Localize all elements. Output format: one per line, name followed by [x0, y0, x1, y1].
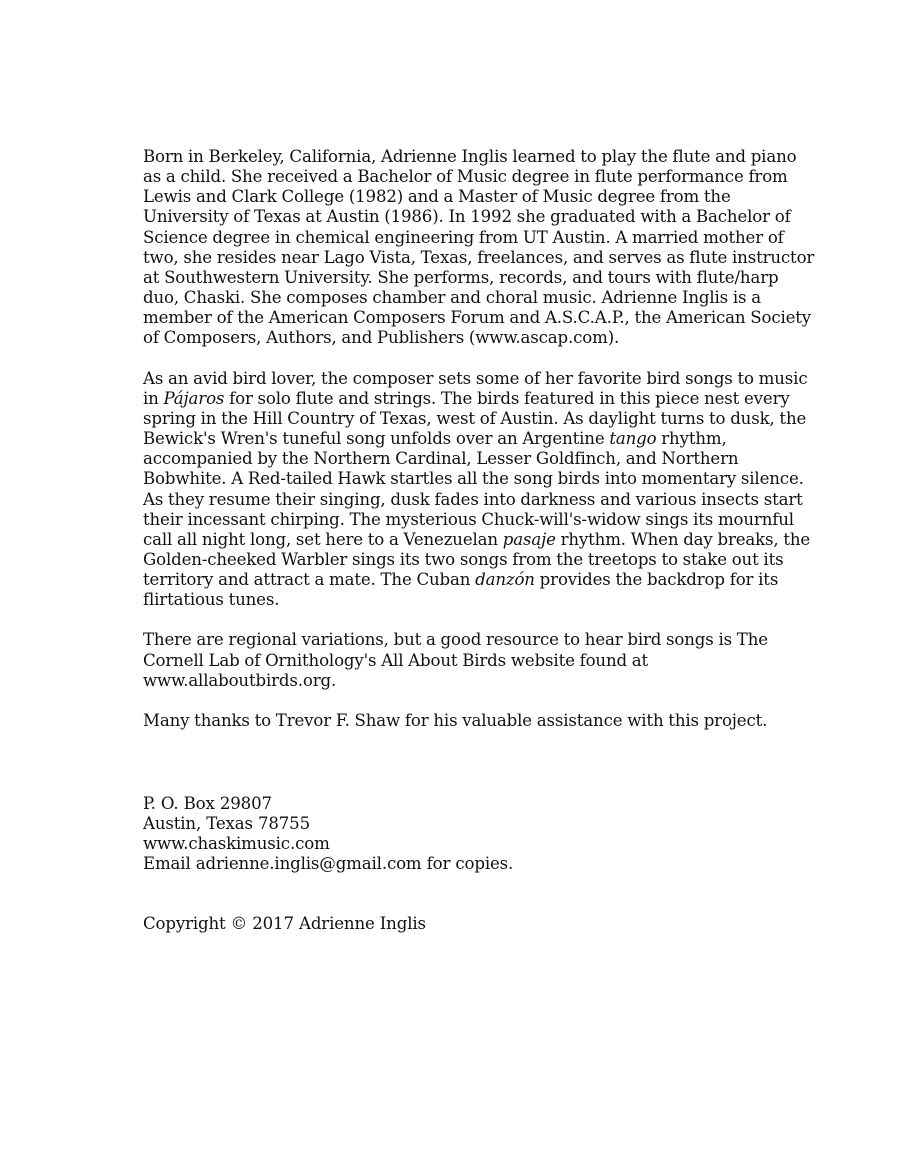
program-notes-paragraph — [143, 369, 818, 611]
po-box-line: P. O. Box 29807 — [143, 794, 272, 813]
contact-block — [143, 794, 818, 875]
document-body — [143, 147, 818, 731]
program-notes-text: rhythm, accompanied by the Northern Cardinal, Lesser Goldfinch, and Northern Bobwhite. A Red-tailed Hawk startles all the song birds into momentary silence. As they resume their singing, dusk fades into darkness and various insects start their incessant chirping. The mysterious Chuck-will's-widow sings its mournful call all night long, set here to a Venezuelan — [143, 429, 804, 549]
composer-bio-paragraph: Born in Berkeley, California, Adrienne Inglis learned to play the flute and piano as a child. She received a Bachelor of Music degree in flute performance from Lewis and Clark College (1982) and a Master of Music degree from the University of Texas at Austin (1986). In 1992 she graduated with a Bachelor of Science degree in chemical engineering from UT Austin. A married mother of two, she resides near Lago Vista, Texas, freelances, and serves as flute instructor at Southwestern University. She performs, records, and tours with flute/harp duo, Chaski. She composes chamber and choral music. Adrienne Inglis is a member of the American Composers Forum and A.S.C.A.P., the American Society of Composers, Authors, and Publishers (www.ascap.com). — [143, 147, 815, 348]
program-notes-text: provides the backdrop for its flirtatious tunes. — [143, 570, 779, 610]
acknowledgement-paragraph: Many thanks to Trevor F. Shaw for his valuable assistance with this project. — [143, 710, 768, 730]
program-notes-text: As an avid bird lover, the composer sets some of her favorite bird songs to music in — [143, 368, 808, 408]
city-line: Austin, Texas 78755 — [143, 814, 310, 834]
piece-title: Pájaros — [163, 388, 225, 408]
copyright-notice: Copyright © 2017 Adrienne Inglis — [143, 914, 426, 933]
website-line: www.chaskimusic.com — [143, 834, 330, 854]
program-notes-text: for solo flute and strings. The birds featured in this piece nest every spring in the Hill Country of Texas, west of Austin. As daylight turns to dusk, the Bewick's Wren's tuneful song unfolds over an Argentine — [143, 388, 807, 449]
bird-song-resource-paragraph: There are regional variations, but a good resource to hear bird songs is The Cornell Lab of Ornithology's All About Birds website found at www.allaboutbirds.org. — [143, 630, 768, 690]
rhythm-name-pasaje: pasaje — [502, 529, 556, 549]
rhythm-name-tango: tango — [609, 429, 657, 449]
program-notes-text: rhythm. When day breaks, the Golden-cheeked Warbler sings its two songs from the treetops to stake out its territory and attract a mate. The Cuban — [143, 529, 811, 590]
email-line: Email adrienne.inglis@gmail.com for copies. — [143, 854, 514, 874]
rhythm-name-danzon: danzón — [475, 570, 535, 590]
